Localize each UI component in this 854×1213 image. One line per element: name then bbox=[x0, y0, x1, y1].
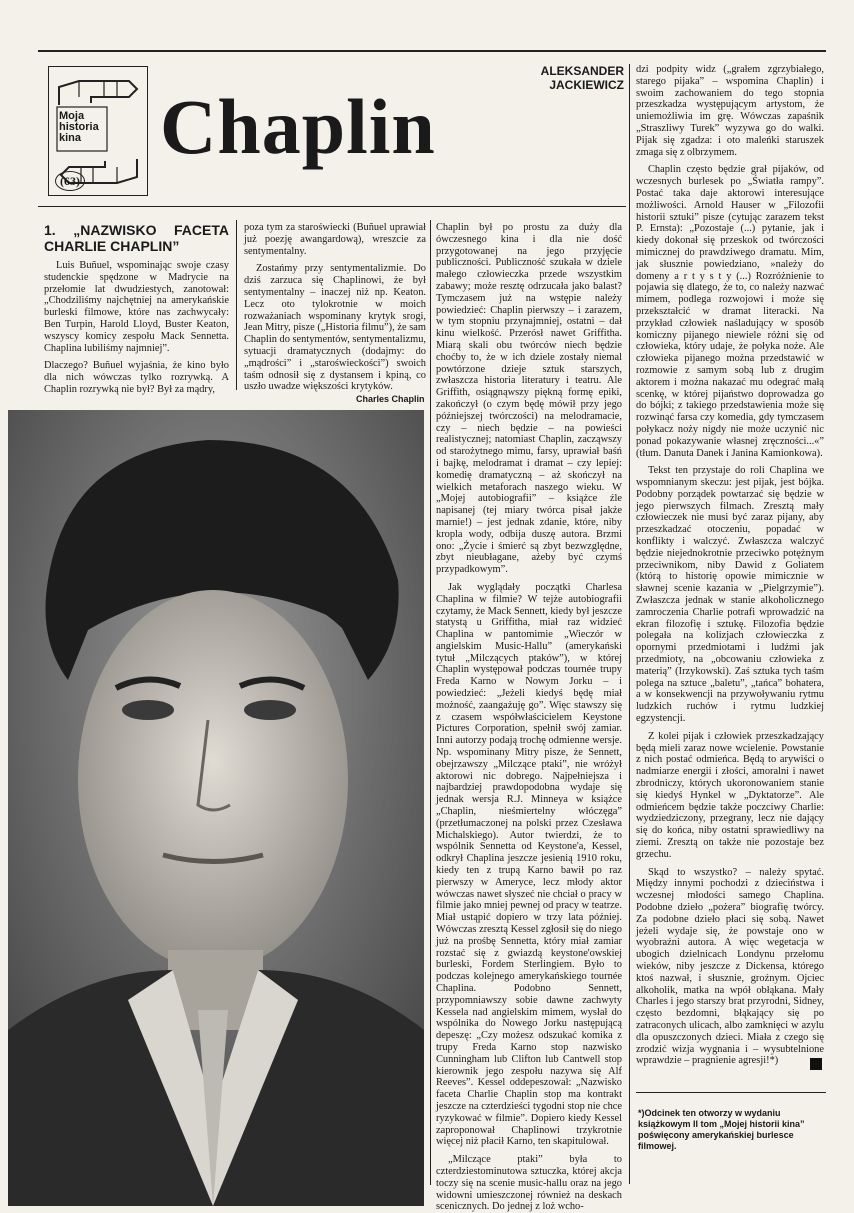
portrait-image bbox=[8, 410, 424, 1206]
author-first-name: ALEKSANDER bbox=[540, 64, 624, 78]
footnote: *)Odcinek ten otworzy w wydaniu książkowym II tom „Mojej historii kina” poświęcony amerykańskiej burlesce filmowej. bbox=[638, 1108, 805, 1151]
author-last-name: JACKIEWICZ bbox=[549, 78, 624, 92]
author-byline bbox=[506, 64, 624, 92]
paragraph: Luis Buñuel, wspominając swoje czasy studenckie spędzone w Madrycie na przełomie lat dwudziestych, zanotował: „Chodziliśmy najchętniej na amerykańskie burleski filmowe, które nas zachwycały: Ben Turpin, Harold Lloyd, Buster Keaton, wszyscy komicy zespołu Mack Sennetta. Chaplina lubiliśmy najmniej”. bbox=[44, 260, 229, 354]
footnote-rule bbox=[636, 1092, 826, 1093]
column-divider bbox=[430, 220, 431, 1185]
paragraph: Jak wyglądały początki Charlesa Chaplina w filmie? W tejże autobiografii czytamy, że Mack Sennett, kiedy był jeszcze statystą u Griffitha, miał raz widzieć Chaplina w pantomimie „Wieczór w angielskim Music-Hallu” (amerykański tytuł „Milczących ptaków”), w której Chaplin występował podczas tournée trupy Freda Karno w Nowym Jorku – i powiedzieć: „Jeżeli kiedyś będę miał możność, zaangażuję go”. Więc stawszy się z czasem współwłaścicielem Keystone Pictures Corporation, spełnił swój zamiar. Inni autorzy podają trochę odmienne wersje. Np. wspominany Mitry pisze, że Sennett, obejrzawszy „Milczące ptaki”, nie wróżył aktorowi nic dobrego. Najpełniejsza i najbardziej prawdopodobna wydaje się jednak wersja R.J. Minneya w książce „Chaplin, nieśmiertelny włóczęga” (przetłumaczonej na polski przez Czesława Michalskiego). Autor twierdzi, że to wspólnik Sennetta od Keystone'a, Kessel, odkrył Chaplina jeszcze jesienią 1910 roku, kiedy ten z trupą Karno bawił po raz pierwszy w Ameryce, lecz młody aktor wówczas nawet słyszeć nie chciał o pracy w filmie jako mniej pewnej od pracy w teatrze. Miał ustąpić dopiero w trzy lata później. Wówczas zresztą Kessel zgłosił się do niego już na prośbę Sennetta, który miał zamiar rozstać się z gwiazdą keystone'owskiej burleski, Fordem Sterlingiem. Było to podczas kolejnego amerykańskiego tournée Chaplina. Podobno Sennett, przypomniawszy sobie dawne zachwyty Kessela nad angielskim mimem, wysłał do wspólnika do Nowego Jorku następującą depeszę: „Czy możesz odszukać komika z trupy Freda Karno stop nazwisko Cunningham lub Clifton lub Cantwell stop kierownik jego zespołu nazywa się Alf Reeves”. Kessel oddepeszował: „Nazwisko faceta Charlie Chaplin stop ma kontrakt jeszcze na czterdzieści tygodni stop nie chce ryzykować w filmie”. Dopiero kiedy Kessel zaproponował Chaplinowi trzykrotnie więcej niż płacił Karno, ten skapitulował. bbox=[436, 581, 622, 1148]
paragraph: Dlaczego? Buñuel wyjaśnia, że kino było dla nich wówczas tylko rozrywką. A Chaplin rozrywką nie był? Był za mądry, bbox=[44, 360, 229, 395]
top-rule bbox=[38, 50, 826, 52]
paragraph: „Milczące ptaki” była to czterdziestominutowa sztuczka, której akcja toczy się na scenie music-hallu oraz na jego widowni umieszczonej również na deskach scenicznych. Do jednej z loż wcho- bbox=[436, 1154, 622, 1213]
chaplin-portrait-photo bbox=[8, 410, 424, 1206]
paragraph: Z kolei pijak i człowiek przeszkadzający będą mieli zaraz nowe wcielenie. Powstanie z nich postać odmieńca. Będą to arywiści o nadmiarze energii i złości, amoralni i nawet zbrodniczy, których ukoronowaniem stanie się kiedyś Hynkel w „Dyktatorze”. Ale odmieńcem będzie także poczciwy Charlie: wydziedziczony, przegrany, lecz nie dający się do końca, niby ostatni sprawiedliwy na ziemi. Zresztą on także nie pozostaje bez grzechu. bbox=[636, 730, 824, 860]
column-1 bbox=[44, 222, 229, 396]
paragraph: Chaplin był po prostu za duży dla ówczesnego kina i dla nie dość przygotowanej na jego przyjęcie publiczności. Publiczność szukała w dziele małego człowieczka przede wszystkim zabawy; może resztę odrzucała jako balast? Tymczasem już na wstępie należy powiedzieć: Chaplin pierwszy – i zarazem, w tym stopniu przynajmniej, ostatni – dał kinu wielkość. Przerósł nawet Griffitha. Miarą skali obu twórców niech będzie choćby to, że w ich dziele zostały niemal powtórzone dzieje sztuk starszych, zwłaszcza historia literatury i teatru. Ale Griffith, osiągnąwszy piękną formę epiki, zakończył (o czym będę mówił przy jego późniejszej twórczości) na melodramacie, czy – niech będzie – na powieści realistycznej; natomiast Chaplin, zacząwszy od starożytnego mimu, farsy, uprawiał baśń i bajkę, melodramat i dramat – czy lepiej: komedię dramatyczną – aż skończył na wielkich metaforach naszego wieku. W „Mojej autobiografii” – książce źle napisanej (tej miary twórca pisał jakże marnie!) – jest jednak zdanie, które, niby kropla wody, odbija duszę autora. Brzmi ono: „Życie i śmierć są zbyt bezwzględne, zbyt nieubłagane, ażeby być czymś przypadkowym”. bbox=[436, 222, 622, 576]
paragraph: Chaplin często będzie grał pijaków, od wczesnych burlesek po „Światła rampy”. Postać taka daje aktorowi interesujące możliwości. Arnold Hauser w „Filozofii historii sztuki” pisze (cytując zarazem tekst P. Ernsta): „Pozostaje (...) pytanie, jak i kiedy dokonał się przeskok od twórczości mimicznej do prawdziwego dramatu. Mim, jak słusznie powiedziano, »należy do domeny a r t y s t y (...) Rozróżnienie to pojawia się dlatego, że to, co należy nazwać mimem, podlega rozwojowi i może się przekształcić w dramat literacki. Na przykład człowiek naśladujący w sposób komiczny pijanego niewiele różni się od człowieka, który udaje, że połyka noże. Ale człowieka pijanego można przedstawić w rozmowie z samym sobą lub z drugim aktorem i można nakazać mu odegrać małą scenkę, w której pijaństwo doprowadza go do bójki; z takiego przedstawienia może się rozwinąć farsa czy komedia, gdy tymczasem połykacz noży nigdy nie może uczynić nic ponad pokazywanie własnej zręczności...«” (tłum. Danuta Danek i Janina Kamionkowa). bbox=[636, 164, 824, 459]
end-mark bbox=[810, 1058, 822, 1070]
paragraph: Skąd to wszystko? – należy spytać. Między innymi pochodzi z dzieciństwa i wczesnej młodości samego Chaplina. Podobne dzieło „pożera” biografię twórcy. Za podobne dzieło płaci się sobą. Nawet jeżeli wydaje się, że powstaje ono w wyobraźni autora. A więc wegetacja w ubogich dzielnicach Londynu przełomu wieków, niby jeszcze z Dickensa, którego ktoś nazwał, i słusznie, groźnym. Ojciec alkoholik, matka na wpół obłąkana. Mały Charles i jego starszy brat przyrodni, Sidney, często bezdomni, błąkający się po zatraconych ulicach, albo zamknięci w azylu dla opuszczonych dzieci. Miała z czego się zrodzić wizja wygnania i – wysubtelnione wprawdzie – pragnienie agresji!*) bbox=[636, 866, 824, 1067]
column-divider bbox=[236, 220, 237, 390]
column-divider bbox=[629, 64, 630, 1184]
series-logo bbox=[48, 66, 148, 196]
column-4 bbox=[636, 64, 824, 1067]
photo-caption: Charles Chaplin bbox=[356, 394, 425, 404]
header-rule bbox=[38, 206, 626, 207]
column-2 bbox=[244, 222, 426, 393]
paragraph: dzi podpity widz („grałem zgrzybiałego, starego pijaka” – wspomina Chaplin) i swoim zachowaniem do tego stopnia przeszkadza występującym artystom, że uniemożliwia im grę. Wówczas zapaśnik „Straszliwy Turek” wyzywa go do walki. Pijak się zgadza: i oto maleńki staruszek zmaga się z olbrzymem. bbox=[636, 64, 824, 158]
paragraph: Zostańmy przy sentymentalizmie. Do dziś zarzuca się Chaplinowi, że był sentymentalny – inaczej niż np. Keaton. Lecz oto tylokrotnie w moich rozważaniach wspominany krytyk srogi, Jean Mitry, pisze („Historia filmu”), że sam Chaplin do sentymentów, sentymentalizmu, sytuacji dramatycznych (dodajmy: do „mądrości” i „staroświeckości”) swoich taśm odnosił się z dystansem i kpiną, co uszło uwadze większości krytyków. bbox=[244, 263, 426, 393]
logo-text: Moja historia kina bbox=[59, 110, 99, 144]
paragraph: poza tym za staroświecki (Buñuel uprawiał już poezję awangardową), wreszcie za sentymentalny. bbox=[244, 222, 426, 257]
section-heading: 1. „NAZWISKO FACETA CHARLIE CHAPLIN” bbox=[44, 222, 229, 254]
issue-number: (63) bbox=[55, 171, 85, 191]
paragraph: Tekst ten przystaje do roli Chaplina we wspomnianym skeczu: jest pijak, jest bójka. Podobny porządek powtarzać się będzie w jego pierwszych filmach. Zresztą mały człowieczek nie musi być zaraz pijany, aby przeszkadzać otoczeniu, popadać w konflikty i walczyć. Zwłaszcza walczyć będzie niejednokrotnie przeciwko potężnym przeciwnikom, niby Dawid z Goliatem (którą to historię opowie mimicznie w sławnej scenie kazania w „Pielgrzymie”). Zwłaszcza jednak w stanie alkoholicznego zamroczenia Charlie potrafi wprowadzić na ekran filozofię i sztukę. Filozofia będzie polegała na kolizjach człowieczka z opornymi przedmiotami i ludźmi jak przedmioty, na „obcowaniu człowieka z materią” (Irzykowski). Zaś sztuka tych taśm polega na sztuce „baletu”, „tańca” bohatera, a w konsekwencji na przywoływaniu rytmu ludzkich ruchów i rytmu ludzkiej egzystencji. bbox=[636, 465, 824, 725]
column-3 bbox=[436, 222, 622, 1213]
article-title: Chaplin bbox=[160, 83, 436, 170]
